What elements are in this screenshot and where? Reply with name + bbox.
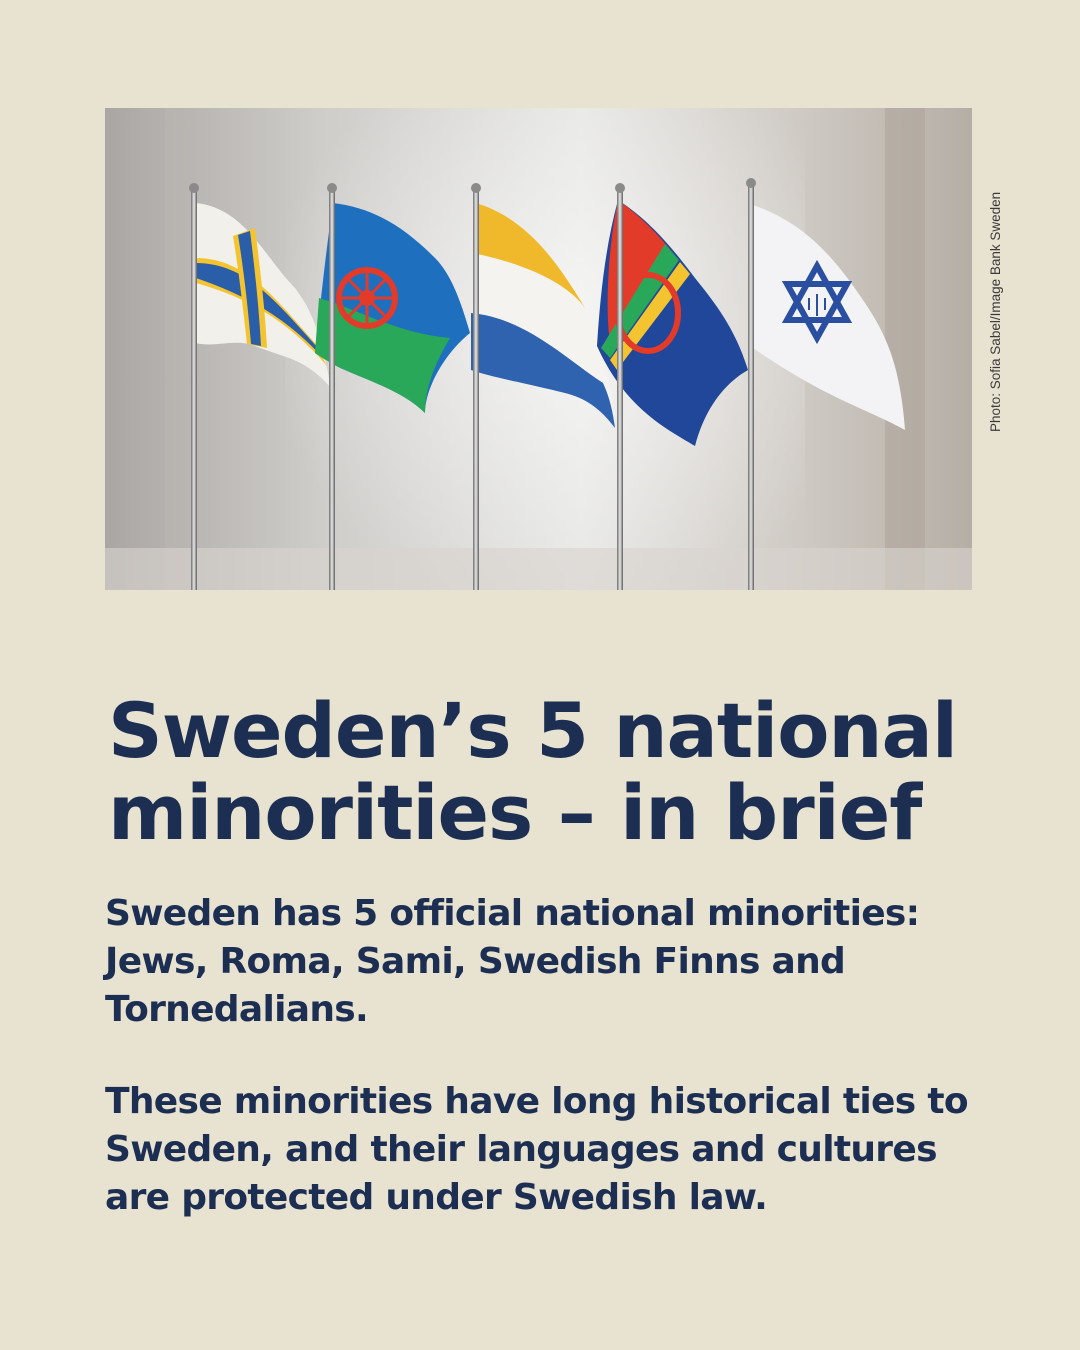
history-paragraph: These minorities have long historical ties to Sweden, and their languages and cultures are protected under Swedish law. [105,1081,968,1218]
photo-credit [988,108,1002,438]
intro-paragraph: Sweden has 5 official national minorities: Jews, Roma, Sami, Swedish Finns and Tornedalians. [105,893,920,1030]
flags-photo [105,108,972,590]
photo-credit-text: Photo: Sofia Sabel/Image Bank Sweden [988,191,1003,432]
page-title: Sweden’s 5 national minorities – in brief [108,686,957,857]
